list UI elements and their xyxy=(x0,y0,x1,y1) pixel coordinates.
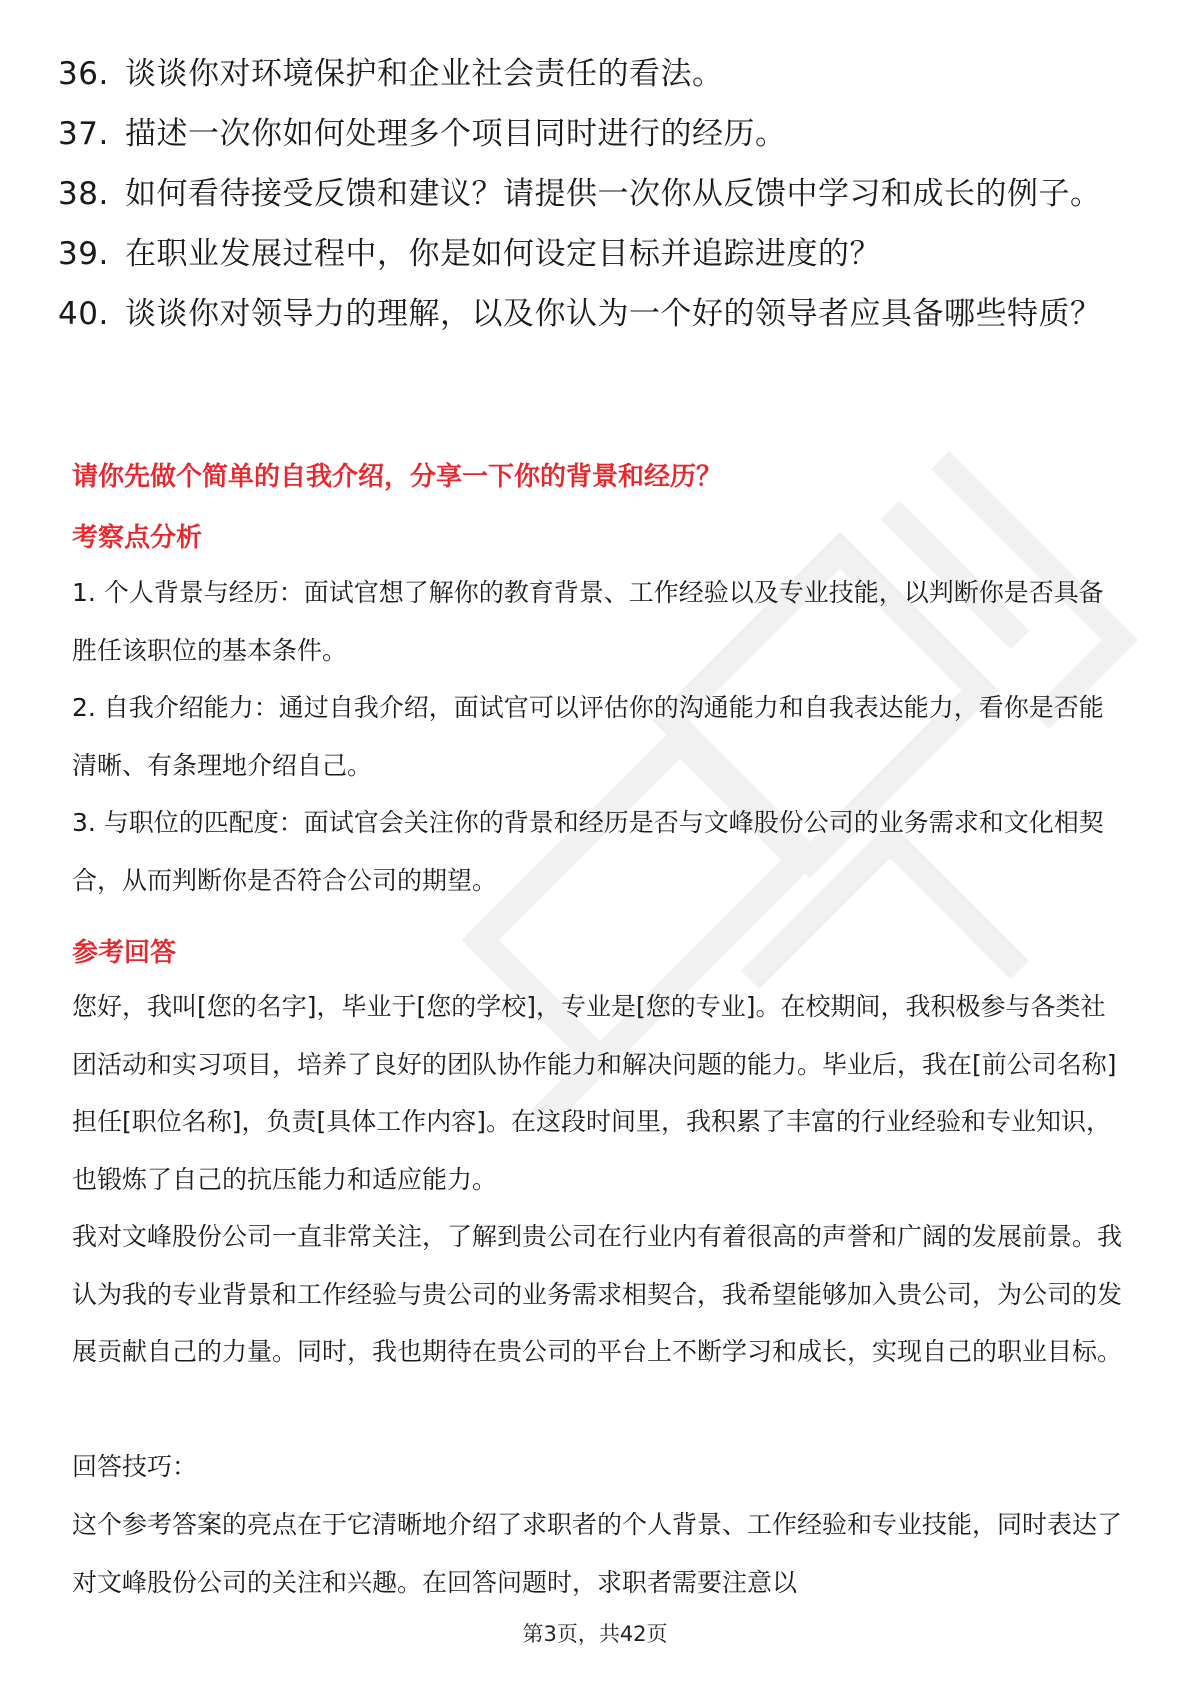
list-item xyxy=(58,294,1118,335)
question-text: 描述一次你如何处理多个项目同时进行的经历。 xyxy=(125,116,787,152)
question-number: 36. xyxy=(58,56,109,92)
question-number: 37. xyxy=(58,116,109,152)
analysis-item: 2. 自我介绍能力：通过自我介绍，面试官可以评估你的沟通能力和自我表达能力，看你是否能清晰、有条理地介绍自己。 xyxy=(72,693,1104,780)
question-list xyxy=(58,54,1118,354)
tips-heading: 回答技巧： xyxy=(72,1452,198,1481)
answer-paragraph: 您好，我叫[您的名字]，毕业于[您的学校]，专业是[您的专业]。在校期间，我积极参与各类社团活动和实习项目，培养了良好的团队协作能力和解决问题的能力。毕业后，我在[前公司名称]担任[职位名称]，负责[具体工作内容]。在这段时间里，我积累了丰富的行业经验和专业知识，也锻炼了自己的抗压能力和适应能力。 xyxy=(72,992,1117,1194)
question-number: 38. xyxy=(58,176,109,212)
question-number: 39. xyxy=(58,236,109,272)
analysis-heading: 考察点分析 xyxy=(72,523,203,553)
interview-question-heading: 请你先做个简单的自我介绍，分享一下你的背景和经历？ xyxy=(72,462,723,492)
answer-paragraph: 我对文峰股份公司一直非常关注，了解到贵公司在行业内有着很高的声誉和广阔的发展前景。我认为我的专业背景和工作经验与贵公司的业务需求相契合，我希望能够加入贵公司，为公司的发展贡献自己的力量。同时，我也期待在贵公司的平台上不断学习和成长，实现自己的职业目标。 xyxy=(72,1222,1123,1366)
question-text: 在职业发展过程中，你是如何设定目标并追踪进度的？ xyxy=(125,236,881,272)
analysis-item: 1. 个人背景与经历：面试官想了解你的教育背景、工作经验以及专业技能，以判断你是否具备胜任该职位的基本条件。 xyxy=(72,578,1104,665)
list-item xyxy=(58,54,1118,95)
question-number: 40. xyxy=(58,296,109,332)
list-item xyxy=(58,174,1118,215)
question-text: 谈谈你对领导力的理解，以及你认为一个好的领导者应具备哪些特质？ xyxy=(125,296,1102,332)
question-text: 谈谈你对环境保护和企业社会责任的看法。 xyxy=(125,56,724,92)
list-item xyxy=(58,114,1118,155)
page-footer: 第3页，共42页 xyxy=(522,1622,668,1646)
tips-paragraph: 这个参考答案的亮点在于它清晰地介绍了求职者的个人背景、工作经验和专业技能，同时表达了对文峰股份公司的关注和兴趣。在回答问题时，求职者需要注意以 xyxy=(72,1510,1123,1597)
question-text: 如何看待接受反馈和建议？请提供一次你从反馈中学习和成长的例子。 xyxy=(125,176,1102,212)
answer-heading: 参考回答 xyxy=(72,938,177,968)
list-item xyxy=(58,234,1118,275)
analysis-item: 3. 与职位的匹配度：面试官会关注你的背景和经历是否与文峰股份公司的业务需求和文化相契合，从而判断你是否符合公司的期望。 xyxy=(72,808,1104,895)
